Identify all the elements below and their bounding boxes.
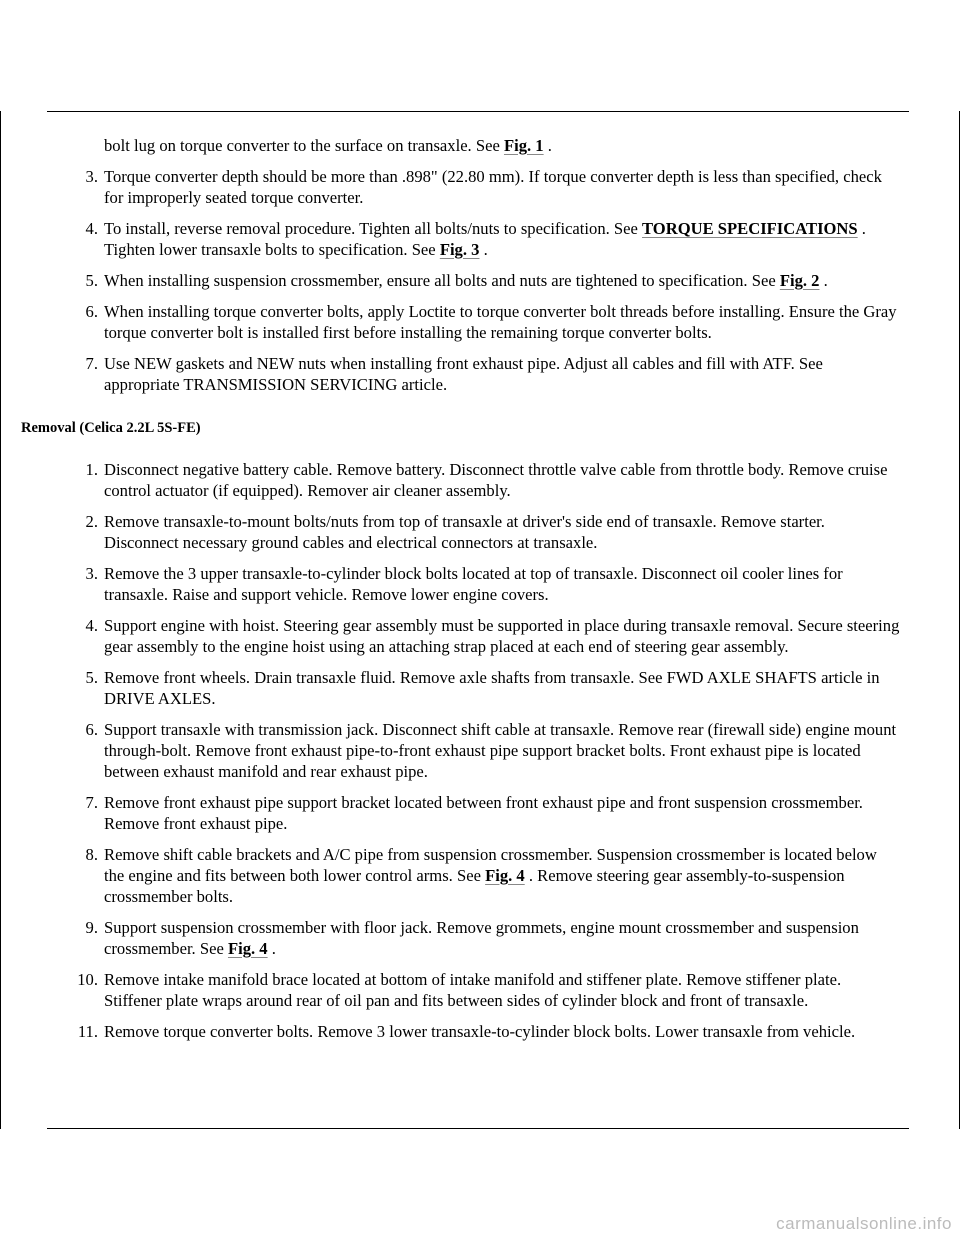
step-number: 7. [85, 353, 98, 373]
step-text: Support engine with hoist. Steering gear assembly must be supported in place during transaxle removal. Secure steering gear assembly to the engine hoist using an attaching strap placed at each end of steering gear assembly. [104, 615, 900, 656]
step-text: Use NEW gaskets and NEW nuts when installing front exhaust pipe. Adjust all cables and fill with ATF. See appropriate TRANSMISSION SERVICING article. [104, 353, 823, 394]
step-text: Remove shift cable brackets and A/C pipe from suspension crossmember. Suspension crossmember is located below the engine and fits between both lower control arms. See [104, 844, 877, 885]
step-text: . [479, 239, 488, 259]
step-text: Support transaxle with transmission jack. Disconnect shift cable at transaxle. Remove rear (firewall side) engine mount through-bolt. Remove front exhaust pipe-to-front exhaust pipe support bracket bolts. Front exhaust pipe is located between exhaust manifold and rear exhaust pipe. [104, 719, 897, 781]
fig-1-link[interactable]: Fig. 1 [503, 135, 544, 155]
list-item [85, 459, 900, 501]
list-item [85, 563, 900, 605]
step-text: Disconnect negative battery cable. Remove battery. Disconnect throttle valve cable from throttle body. Remove cruise control actuator (if equipped). Remover air cleaner assembly. [104, 459, 888, 500]
step-number: 2. [85, 511, 98, 531]
step-number: 4. [85, 218, 98, 238]
step-text: When installing suspension crossmember, ensure all bolts and nuts are tightened to specification. See [104, 270, 780, 290]
step-text: Support suspension crossmember with floor jack. Remove grommets, engine mount crossmember and suspension crossmember. See [104, 917, 859, 958]
step-text: Remove intake manifold brace located at bottom of intake manifold and stiffener plate. Remove stiffener plate. Stiffener plate wraps around rear of oil pan and fits between sides of cylinder block and front of transaxle. [104, 969, 842, 1010]
fig-4-link[interactable]: Fig. 4 [227, 938, 268, 958]
step-text: To install, reverse removal procedure. Tighten all bolts/nuts to specification. See [104, 218, 643, 238]
fig-2-link[interactable]: Fig. 2 [779, 270, 820, 290]
step-number: 1. [85, 459, 98, 479]
installation-steps-list [0, 166, 960, 395]
step-number: 11. [77, 1021, 98, 1041]
step-text: Remove transaxle-to-mount bolts/nuts from top of transaxle at driver's side end of transaxle. Remove starter. Disconnect necessary ground cables and electrical connectors at transaxle. [104, 511, 825, 552]
step-text: Remove torque converter bolts. Remove 3 lower transaxle-to-cylinder block bolts. Lower transaxle from vehicle. [104, 1021, 856, 1041]
continued-step [104, 135, 900, 156]
step-text: When installing torque converter bolts, apply Loctite to torque converter bolt threads before installing. Ensure the Gray torque converter bolt is installed first before installing the remaining torque converter bolts. [104, 301, 897, 342]
step-text: . Tighten lower transaxle bolts to specification. See [104, 218, 866, 259]
list-item [85, 719, 900, 782]
list-item [77, 1021, 900, 1042]
list-item [77, 969, 900, 1011]
section-heading: Removal (Celica 2.2L 5S-FE) [21, 419, 201, 436]
step-number: 8. [85, 844, 98, 864]
step-number: 6. [85, 301, 98, 321]
step-number: 9. [85, 917, 98, 937]
removal-steps-list [0, 459, 960, 1042]
list-item [85, 667, 900, 709]
fig-3-link[interactable]: Fig. 3 [439, 239, 480, 259]
step-text: Remove the 3 upper transaxle-to-cylinder block bolts located at top of transaxle. Disconnect oil cooler lines for transaxle. Raise and support vehicle. Remove lower engine covers. [104, 563, 843, 604]
step-number: 4. [85, 615, 98, 635]
step-number: 10. [77, 969, 98, 989]
step-number: 3. [85, 166, 98, 186]
torque-specifications-link[interactable]: TORQUE SPECIFICATIONS [642, 218, 858, 238]
list-item [85, 218, 900, 260]
step-number: 3. [85, 563, 98, 583]
fig-4-link[interactable]: Fig. 4 [485, 865, 525, 885]
list-item [85, 353, 900, 395]
watermark: carmanualsonline.info [776, 1214, 952, 1233]
list-item [85, 511, 900, 553]
step-number: 6. [85, 719, 98, 739]
step-text: . [267, 938, 276, 958]
list-item [85, 166, 900, 208]
step-text: . Remove steering gear assembly-to-suspension crossmember bolts. [104, 865, 845, 906]
page-bottom-rule [47, 1128, 909, 1129]
list-item [85, 792, 900, 834]
list-item [85, 844, 900, 907]
step-number: 5. [85, 270, 98, 290]
step-text: Remove front wheels. Drain transaxle fluid. Remove axle shafts from transaxle. See FWD AXLE SHAFTS article in DRIVE AXLES. [104, 667, 880, 708]
step-text: Remove front exhaust pipe support bracket located between front exhaust pipe and front suspension crossmember. Remove front exhaust pipe. [104, 792, 863, 833]
page-top-rule [47, 111, 909, 112]
step-number: 5. [85, 667, 98, 687]
step-number: 7. [85, 792, 98, 812]
list-item [85, 270, 900, 291]
document-body [0, 118, 960, 1052]
step-text: Torque converter depth should be more than .898" (22.80 mm). If torque converter depth is less than specified, check for improperly seated torque converter. [104, 166, 882, 207]
continued-step-text: bolt lug on torque converter to the surface on transaxle. See [104, 135, 504, 155]
step-text: . [819, 270, 828, 290]
continued-step-tail: . [543, 135, 552, 155]
list-item [85, 301, 900, 343]
list-item [85, 917, 900, 959]
list-item [85, 615, 900, 657]
